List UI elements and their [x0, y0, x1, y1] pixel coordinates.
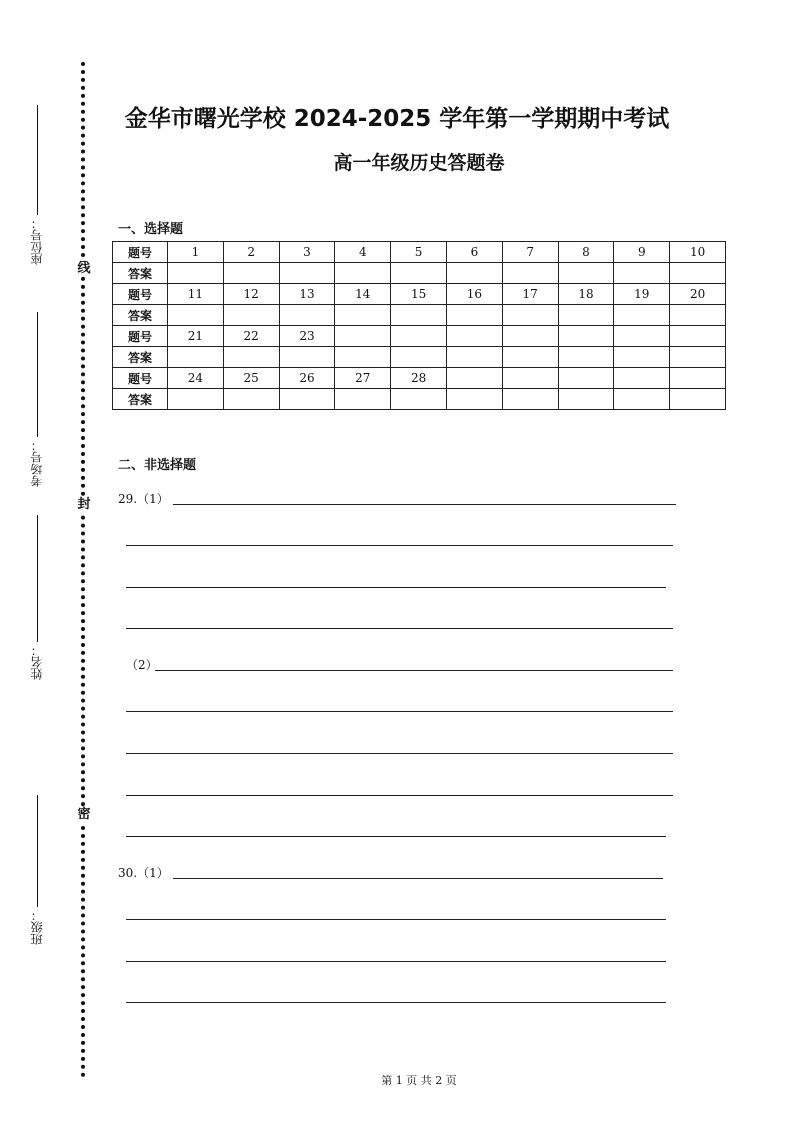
answer-line[interactable] — [126, 836, 666, 837]
answer-cell[interactable] — [168, 305, 224, 326]
question-number-cell — [446, 368, 502, 389]
question-number-cell: 15 — [391, 284, 447, 305]
question-number-cell: 17 — [502, 284, 558, 305]
answer-cell[interactable] — [670, 347, 726, 368]
name-field[interactable] — [30, 515, 44, 680]
answer-cell[interactable] — [168, 347, 224, 368]
answer-line[interactable] — [126, 628, 673, 629]
question-number-cell — [558, 368, 614, 389]
answer-line[interactable] — [126, 919, 666, 920]
answer-cell[interactable] — [502, 389, 558, 410]
answer-cell[interactable] — [558, 263, 614, 284]
question-number-cell — [670, 326, 726, 347]
answer-cell[interactable] — [670, 305, 726, 326]
question-number-cell: 26 — [279, 368, 335, 389]
page-title: 金华市曙光学校 2024-2025 学年第一学期期中考试 — [124, 106, 670, 132]
question-number-cell: 12 — [223, 284, 279, 305]
question-number-cell: 3 — [279, 242, 335, 263]
question-number-cell: 18 — [558, 284, 614, 305]
question-number-cell: 7 — [502, 242, 558, 263]
question-number-cell: 28 — [391, 368, 447, 389]
class-field[interactable] — [30, 795, 44, 945]
question-number-cell: 20 — [670, 284, 726, 305]
question-number-header: 题号 — [113, 326, 168, 347]
exam-room-line[interactable] — [37, 312, 38, 437]
question-number-cell: 19 — [614, 284, 670, 305]
answer-cell[interactable] — [446, 263, 502, 284]
seal-char-feng: 封 — [77, 497, 91, 512]
answer-cell[interactable] — [614, 347, 670, 368]
answer-cell[interactable] — [335, 389, 391, 410]
question-number-header: 题号 — [113, 368, 168, 389]
answer-cell[interactable] — [502, 305, 558, 326]
name-label: 姓名： — [30, 644, 44, 680]
answer-cell[interactable] — [391, 305, 447, 326]
answer-line[interactable] — [126, 587, 666, 588]
question-number-cell: 21 — [168, 326, 224, 347]
question-number-cell: 22 — [223, 326, 279, 347]
answer-cell[interactable] — [558, 347, 614, 368]
question-number-cell: 13 — [279, 284, 335, 305]
question-number-cell — [446, 326, 502, 347]
answer-cell[interactable] — [335, 263, 391, 284]
question-number-cell: 2 — [223, 242, 279, 263]
answer-header: 答案 — [113, 263, 168, 284]
question-number-cell: 14 — [335, 284, 391, 305]
answer-header: 答案 — [113, 389, 168, 410]
answer-line[interactable] — [126, 545, 673, 546]
answer-cell[interactable] — [614, 389, 670, 410]
question-number-row — [113, 284, 726, 305]
answer-cell[interactable] — [502, 347, 558, 368]
page-subtitle: 高一年级历史答题卷 — [333, 152, 505, 174]
question-number-row — [113, 368, 726, 389]
question-number-cell — [614, 326, 670, 347]
exam-room-field[interactable] — [30, 312, 44, 487]
question-number-cell: 16 — [446, 284, 502, 305]
answer-cell[interactable] — [279, 305, 335, 326]
answer-header: 答案 — [113, 347, 168, 368]
answer-cell[interactable] — [391, 389, 447, 410]
question-number-cell — [502, 368, 558, 389]
q30-part1-label: 30.（1） — [118, 866, 169, 880]
question-number-cell: 5 — [391, 242, 447, 263]
answer-cell[interactable] — [670, 263, 726, 284]
answer-cell[interactable] — [614, 305, 670, 326]
question-number-cell: 27 — [335, 368, 391, 389]
answer-cell[interactable] — [223, 305, 279, 326]
answer-row — [113, 263, 726, 284]
answer-cell[interactable] — [223, 389, 279, 410]
question-number-cell: 24 — [168, 368, 224, 389]
question-number-cell: 23 — [279, 326, 335, 347]
answer-header: 答案 — [113, 305, 168, 326]
answer-cell[interactable] — [446, 389, 502, 410]
answer-line[interactable] — [126, 961, 666, 962]
answer-cell[interactable] — [391, 263, 447, 284]
q29-part1-label: 29.（1） — [118, 492, 169, 506]
answer-cell[interactable] — [223, 347, 279, 368]
seat-number-label: 座位号： — [30, 217, 44, 265]
question-number-header: 题号 — [113, 242, 168, 263]
answer-line[interactable] — [126, 1002, 666, 1003]
section-choice-title: 一、选择题 — [118, 222, 184, 237]
answer-line[interactable] — [173, 504, 676, 505]
answer-cell[interactable] — [502, 263, 558, 284]
class-line[interactable] — [37, 795, 38, 907]
answer-cell[interactable] — [279, 389, 335, 410]
answer-row — [113, 389, 726, 410]
answer-cell[interactable] — [446, 347, 502, 368]
answer-line[interactable] — [126, 795, 673, 796]
seal-char-xian: 线 — [77, 261, 91, 276]
answer-cell[interactable] — [335, 305, 391, 326]
name-line[interactable] — [37, 515, 38, 642]
answer-row — [113, 347, 726, 368]
question-number-cell — [558, 326, 614, 347]
answer-cell[interactable] — [670, 389, 726, 410]
answer-table — [112, 241, 726, 410]
answer-line[interactable] — [126, 753, 673, 754]
question-number-cell: 11 — [168, 284, 224, 305]
answer-cell[interactable] — [223, 263, 279, 284]
answer-cell[interactable] — [446, 305, 502, 326]
question-number-row — [113, 242, 726, 263]
page-number: 第 1 页 共 2 页 — [381, 1074, 457, 1087]
seal-char-mi: 密 — [77, 807, 91, 822]
answer-cell[interactable] — [335, 347, 391, 368]
question-number-cell: 1 — [168, 242, 224, 263]
question-number-cell: 8 — [558, 242, 614, 263]
question-number-cell — [614, 368, 670, 389]
question-number-cell — [502, 326, 558, 347]
binding-dotted-line — [81, 62, 85, 1078]
question-number-cell: 6 — [446, 242, 502, 263]
question-number-header: 题号 — [113, 284, 168, 305]
q29-part2-label: （2） — [126, 658, 158, 672]
answer-line[interactable] — [126, 711, 673, 712]
section-nonchoice-title: 二、非选择题 — [118, 458, 197, 473]
exam-room-label: 考场号： — [30, 439, 44, 487]
answer-cell[interactable] — [168, 263, 224, 284]
answer-cell[interactable] — [558, 305, 614, 326]
question-number-cell: 4 — [335, 242, 391, 263]
answer-line[interactable] — [155, 670, 673, 671]
question-number-cell: 10 — [670, 242, 726, 263]
question-number-cell — [670, 368, 726, 389]
answer-cell[interactable] — [168, 389, 224, 410]
answer-line[interactable] — [173, 878, 663, 879]
answer-row — [113, 305, 726, 326]
question-number-cell — [335, 326, 391, 347]
answer-cell[interactable] — [391, 347, 447, 368]
class-label: 班级： — [30, 909, 44, 945]
answer-cell[interactable] — [558, 389, 614, 410]
answer-cell[interactable] — [279, 347, 335, 368]
question-number-cell — [391, 326, 447, 347]
answer-cell[interactable] — [279, 263, 335, 284]
answer-cell[interactable] — [614, 263, 670, 284]
question-number-row — [113, 326, 726, 347]
question-number-cell: 9 — [614, 242, 670, 263]
question-number-cell: 25 — [223, 368, 279, 389]
